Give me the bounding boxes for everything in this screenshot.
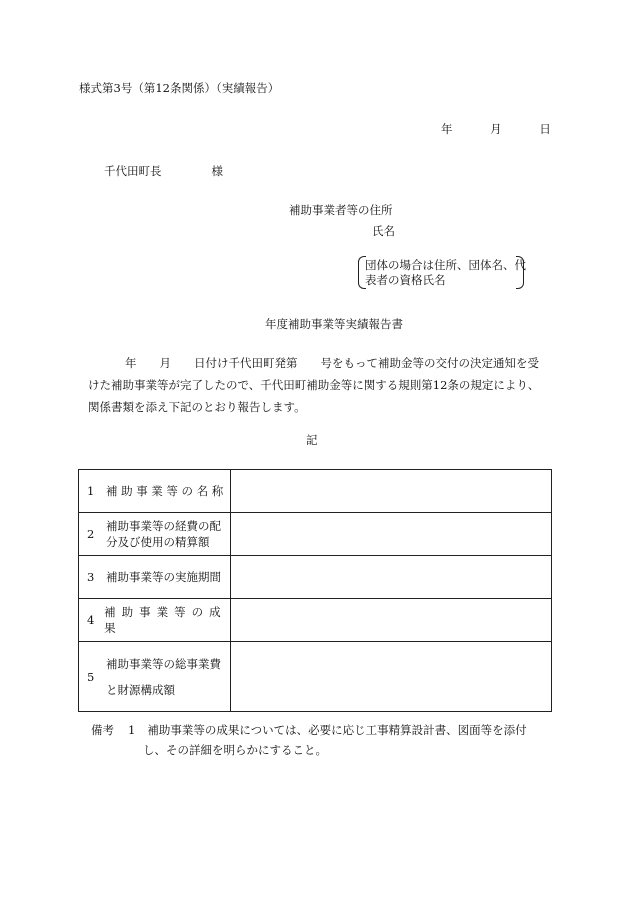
- body-line-1: 年 月 日付け千代田町発第 号をもって補助金等の交付の決定通知を受: [125, 356, 539, 370]
- item-label-cell: [79, 599, 231, 642]
- item-number: 3: [87, 570, 95, 584]
- addressee: [104, 164, 223, 178]
- item-label-line-2: と財源構成額: [106, 682, 175, 697]
- item-label-cell: [79, 556, 231, 599]
- item-label-cell: [79, 642, 231, 712]
- item-value-cell[interactable]: [231, 470, 552, 513]
- table-row: [79, 642, 552, 712]
- item-label: 補助事業等の実施期間: [106, 570, 221, 584]
- addressee-name: 千代田町長: [104, 164, 162, 178]
- body-line-2: けた補助事業等が完了したので、千代田町補助金等に関する規則第12条の規定により、: [88, 378, 540, 392]
- item-number: 4: [87, 613, 95, 627]
- item-label: 補助事業等の成果: [104, 605, 227, 635]
- item-value-cell[interactable]: [231, 642, 552, 712]
- addressee-honorific: 様: [211, 164, 223, 178]
- organization-note: [358, 256, 524, 289]
- item-label: 補助事業等の経費の配: [106, 519, 221, 533]
- remarks-label: 備考: [91, 723, 114, 737]
- date-line: [441, 122, 551, 136]
- form-title: 様式第3号（第12条関係）（実績報告）: [79, 81, 280, 95]
- table-row: [79, 599, 552, 642]
- item-value-cell[interactable]: [231, 556, 552, 599]
- document-title: 年度補助事業等実績報告書: [265, 317, 403, 331]
- item-number: 5: [87, 669, 95, 684]
- item-label-cell: [79, 470, 231, 513]
- item-value-cell[interactable]: [231, 599, 552, 642]
- date-month: 月: [490, 122, 502, 136]
- applicant-address-label: 補助事業者等の住所: [289, 203, 393, 217]
- applicant-name-label: 氏名: [372, 224, 395, 238]
- items-table: [78, 469, 552, 712]
- item-label: 補助事業等の名称: [106, 484, 227, 498]
- remarks-line-1: 補助事業等の成果については、必要に応じ工事精算設計書、図面等を添付: [147, 723, 527, 737]
- date-year: 年: [441, 122, 453, 136]
- note-line-1: 団体の場合は住所、団体名、代: [365, 258, 526, 272]
- ki-heading: 記: [306, 433, 318, 447]
- remarks-number: 1: [128, 723, 136, 737]
- remarks-line-2: し、その詳細を明らかにすること。: [143, 743, 327, 757]
- item-label-cell: [79, 513, 231, 556]
- table-row: [79, 470, 552, 513]
- note-line-2: 表者の資格氏名: [365, 273, 446, 287]
- remarks: [91, 720, 527, 760]
- body-line-3: 関係書類を添え下記のとおり報告します。: [88, 400, 306, 414]
- item-value-cell[interactable]: [231, 513, 552, 556]
- date-day: 日: [539, 122, 551, 136]
- table-row: [79, 513, 552, 556]
- item-label: 補助事業等の総事業費: [106, 656, 221, 671]
- table-row: [79, 556, 552, 599]
- item-label-line-2: 分及び使用の精算額: [106, 535, 210, 549]
- item-number: 2: [87, 527, 95, 541]
- item-number: 1: [87, 484, 95, 498]
- report-body: [88, 352, 558, 418]
